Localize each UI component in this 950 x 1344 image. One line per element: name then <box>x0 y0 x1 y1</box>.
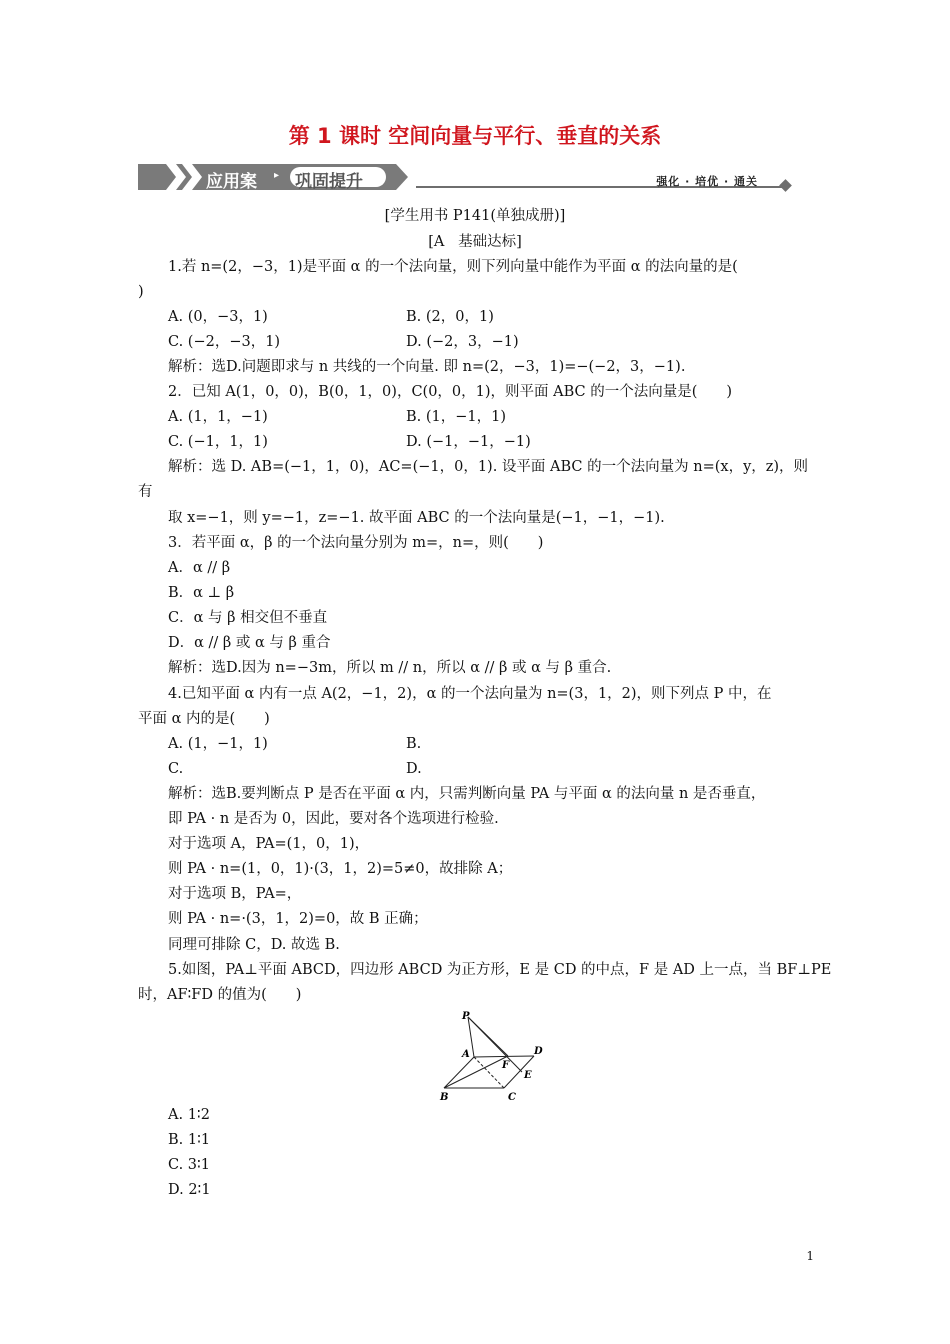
q2-solution-cont: 有 <box>138 484 153 500</box>
label-e: E <box>524 1070 532 1081</box>
q5-option-c: C. 3∶1 <box>168 1157 211 1173</box>
label-c: C <box>508 1092 516 1103</box>
q4-solution-5: 对于选项 B，PA=， <box>168 886 302 902</box>
q2-option-b: B. (1，−1，1) <box>406 409 507 425</box>
q4-option-b: B. <box>406 736 422 752</box>
q5-stem: 5.如图，PA⊥平面 ABCD，四边形 ABCD 为正方形，E 是 CD 的中点，F 是 AD 上一点，当 BF⊥PE <box>168 962 832 978</box>
q1-stem: 1.若 n=(2，−3，1)是平面 α 的一个法向量，则下列向量中能作为平面 α 的法向量的是( <box>168 259 738 275</box>
q4-option-a: A. (1，−1，1) <box>168 736 268 752</box>
banner-diamond-icon <box>779 179 792 192</box>
q1-option-a: A. (0，−3，1) <box>168 309 268 325</box>
banner-left-b: 巩固提升 <box>295 172 363 192</box>
q3-option-c: C．α 与 β 相交但不垂直 <box>168 610 328 626</box>
section-heading: [A 基础达标] <box>428 234 522 250</box>
q1-option-b: B. (2，0，1) <box>406 309 494 325</box>
q4-stem-cont: 平面 α 内的是( ) <box>138 711 270 727</box>
q4-stem: 4.已知平面 α 内有一点 A(2，−1，2)，α 的一个法向量为 n=(3，1，2)，则下列点 P 中，在 <box>168 686 772 702</box>
page-title: 第 1 课时 空间向量与平行、垂直的关系 <box>288 124 662 148</box>
q4-option-d: D. <box>406 761 422 777</box>
q5-stem-cont: 时，AF∶FD 的值为( ) <box>138 987 302 1003</box>
q3-option-a: A．α // β <box>168 560 231 576</box>
q1-option-d: D. (−2，3，−1) <box>406 334 519 350</box>
banner-dot: ▸ <box>274 170 280 181</box>
q1-solution: 解析：选D.问题即求与 n 共线的一个向量. 即 n=(2，−3，1)=−(−2，3，−1). <box>168 359 686 375</box>
page-number: 1 <box>806 1249 814 1263</box>
label-d: D <box>534 1046 543 1057</box>
q2-option-d: D. (−1，−1，−1) <box>406 434 531 450</box>
q4-solution: 解析：选B.要判断点 P 是否在平面 α 内，只需判断向量 PA 与平面 α 的法向量 n 是否垂直， <box>168 786 766 802</box>
q1-stem-cont: ) <box>138 284 144 300</box>
geometry-figure <box>436 1010 556 1106</box>
q2-stem: 2．已知 A(1，0，0)，B(0，1，0)，C(0，0，1)，则平面 ABC 的一个法向量是( ) <box>168 384 733 400</box>
book-reference: [学生用书 P141(单独成册)] <box>384 208 566 224</box>
q4-solution-3: 对于选项 A，PA=(1，0，1)， <box>168 836 370 852</box>
q4-solution-4: 则 PA · n=(1，0，1)·(3，1，2)=5≠0，故排除 A； <box>168 861 513 877</box>
label-f: F <box>502 1060 510 1071</box>
banner-tags: 强化 · 培优 · 通关 <box>656 175 758 188</box>
banner-left-a: 应用案 <box>206 172 257 192</box>
q5-option-d: D. 2∶1 <box>168 1182 211 1198</box>
label-b: B <box>440 1092 449 1103</box>
q2-solution: 解析：选 D. AB=(−1，1，0)，AC=(−1，0，1). 设平面 ABC 的一个法向量为 n=(x，y，z)，则 <box>168 459 809 475</box>
q2-option-c: C. (−1，1，1) <box>168 434 268 450</box>
q4-solution-2: 即 PA · n 是否为 0，因此，要对各个选项进行检验. <box>168 811 499 827</box>
label-p: P <box>462 1011 470 1022</box>
q3-solution: 解析：选D.因为 n=−3m，所以 m // n，所以 α // β 或 α 与 β 重合. <box>168 660 612 676</box>
q2-solution-end: 取 x=−1，则 y=−1，z=−1. 故平面 ABC 的一个法向量是(−1，−1，−1). <box>168 510 665 526</box>
q3-option-d: D．α // β 或 α 与 β 重合 <box>168 635 331 651</box>
q4-solution-6: 则 PA · n=·(3，1，2)=0，故 B 正确； <box>168 911 428 927</box>
q4-solution-7: 同理可排除 C，D. 故选 B. <box>168 937 340 953</box>
section-banner <box>138 160 810 194</box>
q4-option-c: C. <box>168 761 184 777</box>
q5-option-a: A. 1∶2 <box>168 1107 210 1123</box>
q5-option-b: B. 1∶1 <box>168 1132 211 1148</box>
label-a: A <box>462 1049 470 1060</box>
q1-option-c: C. (−2，−3，1) <box>168 334 281 350</box>
q3-option-b: B．α ⊥ β <box>168 585 235 601</box>
q3-stem: 3．若平面 α，β 的一个法向量分别为 m=，n=，则( ) <box>168 535 544 551</box>
q2-option-a: A. (1，1，−1) <box>168 409 268 425</box>
